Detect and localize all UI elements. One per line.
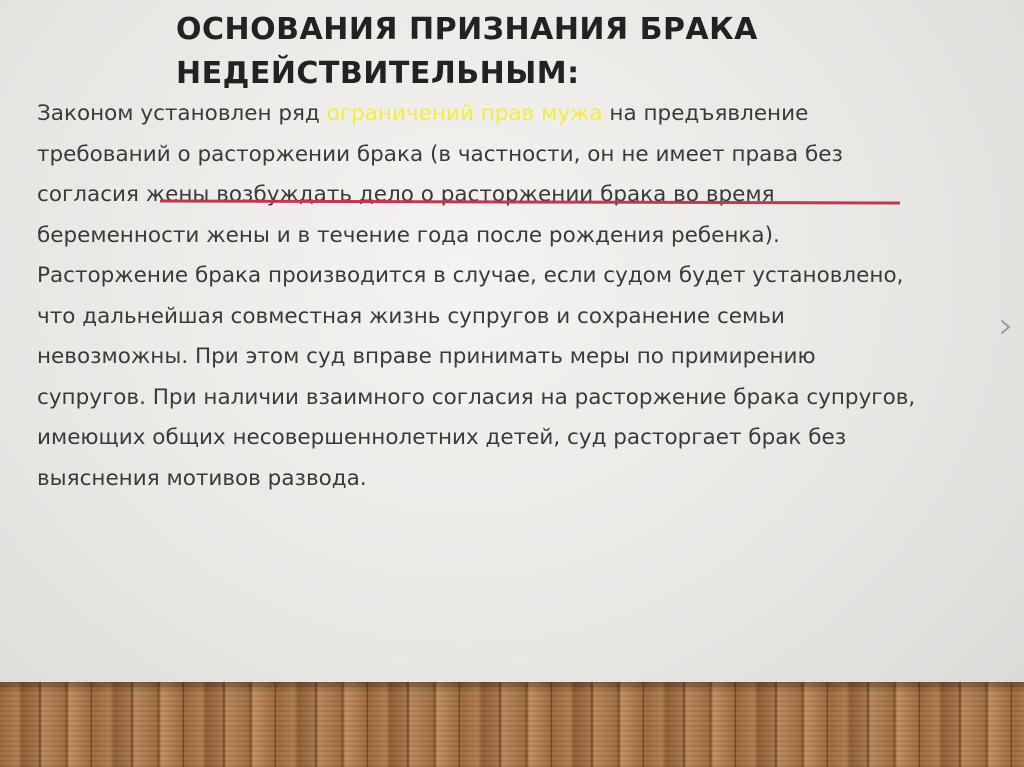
- body-line-5: Расторжение брака производится в случае, если судом будет установлено,: [37, 263, 904, 288]
- wood-floor: [0, 682, 1024, 767]
- body-line-6: что дальнейшая совместная жизнь супругов и сохранение семьи: [37, 303, 785, 329]
- title-line-1: ОСНОВАНИЯ ПРИЗНАНИЯ БРАКА: [176, 12, 758, 47]
- body-line-4: беременности жены и в течение года после рождения ребенка).: [37, 222, 780, 248]
- body-line-1-end: на предъявление: [602, 101, 809, 126]
- body-line-1: [37, 94, 997, 135]
- slide-title: [176, 8, 876, 96]
- body-line-3: согласия жены возбуждать дело о расторжении брака во время: [37, 182, 775, 207]
- chevron-right-icon[interactable]: [994, 316, 1016, 338]
- body-line-8: супругов. При наличии взаимного согласия на расторжение брака супругов,: [37, 384, 916, 410]
- handwritten-underline: [160, 199, 900, 205]
- highlighted-phrase: ограничений прав мужа: [326, 101, 603, 126]
- title-line-2: НЕДЕЙСТВИТЕЛЬНЫМ:: [176, 56, 580, 91]
- body-line-10: выяснения мотивов развода.: [37, 465, 367, 491]
- body-line-2: требований о расторжении брака (в частности, он не имеет права без: [37, 141, 843, 167]
- body-line-1-start: Законом установлен ряд: [37, 101, 327, 126]
- body-line-9: имеющих общих несовершеннолетних детей, суд расторгает брак без: [37, 425, 847, 450]
- body-line-7: невозможны. При этом суд вправе принимать меры по примирению: [37, 344, 816, 369]
- slide-body: [37, 94, 997, 499]
